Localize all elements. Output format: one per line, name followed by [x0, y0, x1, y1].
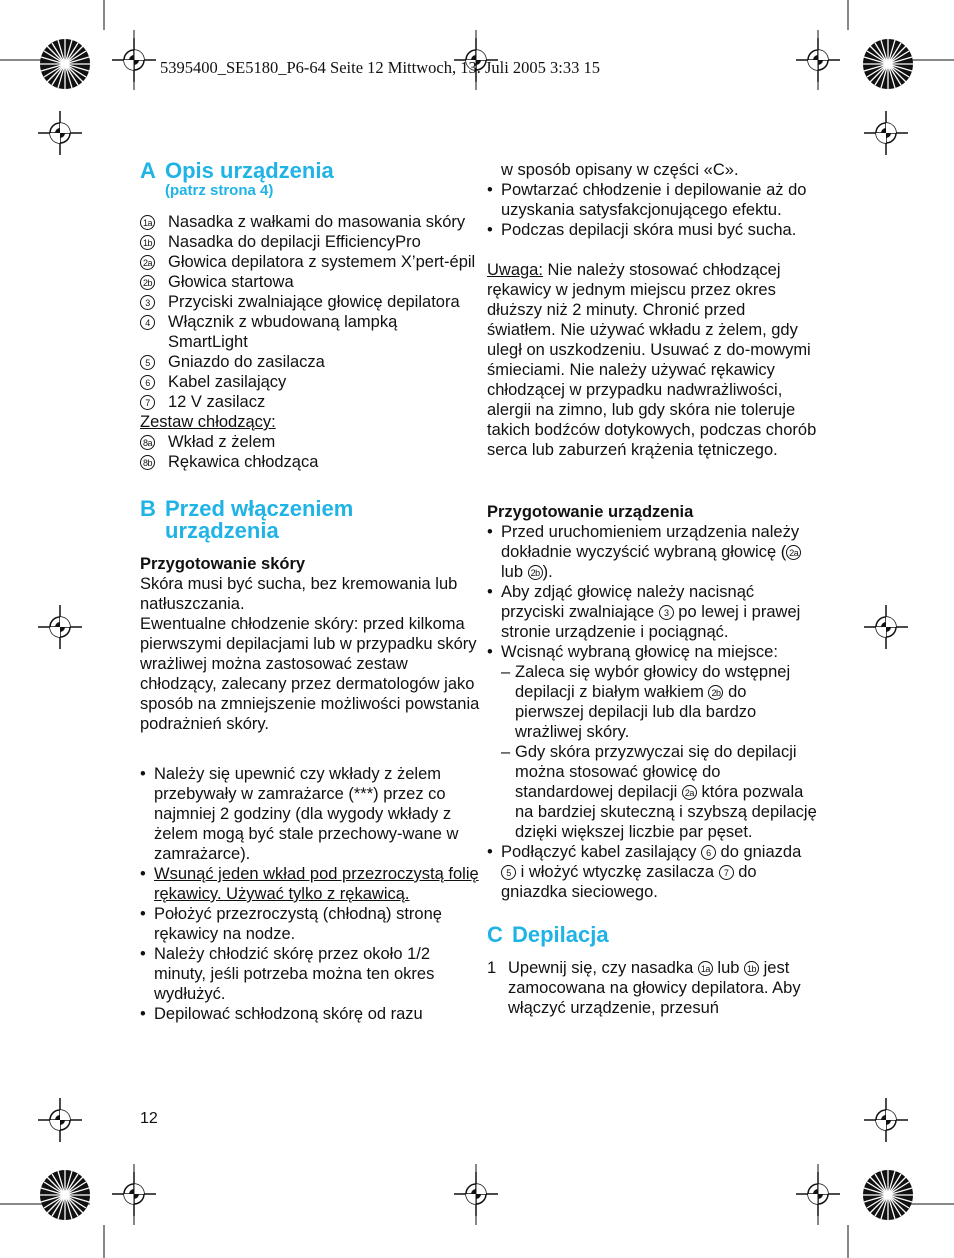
list-item: 8b Rękawica chłodząca — [140, 452, 480, 472]
list-item: • Depilować schłodzoną skórę od razu — [140, 1005, 423, 1023]
list-item: • Wsunąć jeden wkład pod przezroczystą folię rękawicy. Używać tylko z rękawicą. — [140, 865, 479, 903]
list-item: 3 Przyciski zwalniające głowicę depilatora — [140, 292, 480, 312]
cooling-note: Uwaga: Nie należy stosować chłodzącej rękawicy w jednym miejscu przez okres dłuższy niż 2 minuty. Chronić przed światłem. Nie używać wkładu z żelem, gdy uległ on uszkodzeniu. Usuwać z do-mowymi śmieciami. Nie należy używać rękawicy chłodzącej w przypadku nadwrażliwości, alergii na zimno, lub gdy skóra nie toleruje takich bodźców dotykowych, podczas chorób serca lub zaburzeń krążenia tętniczego. — [487, 261, 817, 459]
parts-list — [140, 212, 480, 472]
page-number: 12 — [140, 1110, 158, 1127]
list-item: • Powtarzać chłodzenie i depilowanie aż do uzyskania satysfakcjonującego efektu. — [487, 181, 807, 219]
list-item: • Podłączyć kabel zasilający 6 do gniazda 5 i włożyć wtyczkę zasilacza 7 do gniazdka sieciowego. — [487, 843, 802, 901]
section-a-subtitle: (patrz strona 4) — [165, 182, 274, 199]
list-item: 2a Głowica depilatora z systemem X’pert-épil — [140, 252, 480, 272]
skin-prep-para1: Skóra musi być sucha, bez kremowania lub natłuszczania. — [140, 575, 458, 613]
print-slug: 5395400_SE5180_P6-64 Seite 12 Mittwoch, 13. Juli 2005 3:33 15 — [160, 58, 601, 77]
list-item: 5 Gniazdo do zasilacza — [140, 352, 480, 372]
list-item: – Gdy skóra przyzwyczai się do depilacji można stosować głowicę do standardowej depilacji 2a która pozwala na bardziej skuteczną i szybszą depilację dzięki większej liczbie par pęset. — [501, 743, 817, 841]
list-item: 2b Głowica startowa — [140, 272, 480, 292]
list-item: 4 Włącznik z wbudowaną lampką SmartLight — [140, 312, 480, 352]
step-item: 1 Upewnij się, czy nasadka 1a lub 1b jest zamocowana na głowicy depilatora. Aby włączyć urządzenie, przesuń — [487, 959, 801, 1017]
continued-text: w sposób opisany w części «C». — [501, 161, 739, 179]
list-item: • Aby zdjąć głowicę należy nacisnąć przyciski zwalniające 3 po lewej i prawej stronie urządzenie i pociągnąć. — [487, 583, 801, 641]
list-item: • Wcisnąć wybraną głowicę na miejsce: — [487, 643, 778, 661]
list-item: • Podczas depilacji skóra musi być sucha. — [487, 221, 797, 239]
list-item: 1b Nasadka do depilacji EfficiencyPro — [140, 232, 480, 252]
list-item: 1a Nasadka z wałkami do masowania skóry — [140, 212, 480, 232]
section-c-heading: C Depilacja — [487, 922, 609, 947]
list-item: • Należy się upewnić czy wkłady z żelem przebywały w zamrażarce (***) przez co najmniej 2 godziny (dla wygody wkłady z żelem mogą być stale przechowy-wane w zamrażarce). — [140, 765, 459, 863]
list-item: 7 12 V zasilacz — [140, 392, 480, 412]
skin-prep-heading: Przygotowanie skóry — [140, 555, 306, 573]
list-item: • Należy chłodzić skórę przez około 1/2 minuty, jeśli potrzeba można ten okres wydłużyć. — [140, 945, 435, 1003]
cooling-set-label: Zestaw chłodzący: — [140, 413, 276, 431]
list-item: • Przed uruchomieniem urządzenia należy dokładnie wyczyścić wybraną głowicę ( 2a lub 2b ). — [487, 522, 817, 582]
list-item: 6 Kabel zasilający — [140, 372, 480, 392]
section-b-heading: B Przed włączeniem urządzenia — [140, 496, 354, 543]
device-prep-heading: Przygotowanie urządzenia — [487, 503, 694, 521]
left-column — [140, 160, 480, 1024]
list-item: • Położyć przezroczystą (chłodną) stronę rękawicy na nodze. — [140, 905, 442, 943]
skin-prep-para2: Ewentualne chłodzenie skóry: przed kilkoma pierwszymi depilacjami lub w przypadku skóry wrażliwej można zastosować zestaw chłodzący, zalecany przez dermatologów jako sposób na zmniejszenie możliwości powstania podrażnień skóry. — [140, 615, 480, 733]
right-column — [487, 160, 817, 1018]
section-a-heading: A Opis urządzenia — [140, 158, 334, 183]
list-item: – Zaleca się wybór głowicy do wstępnej depilacji z białym wałkiem 2b do pierwszej depilacji lub dla bardzo wrażliwej skóry. — [501, 663, 791, 741]
list-item: 8a Wkład z żelem — [140, 432, 480, 452]
